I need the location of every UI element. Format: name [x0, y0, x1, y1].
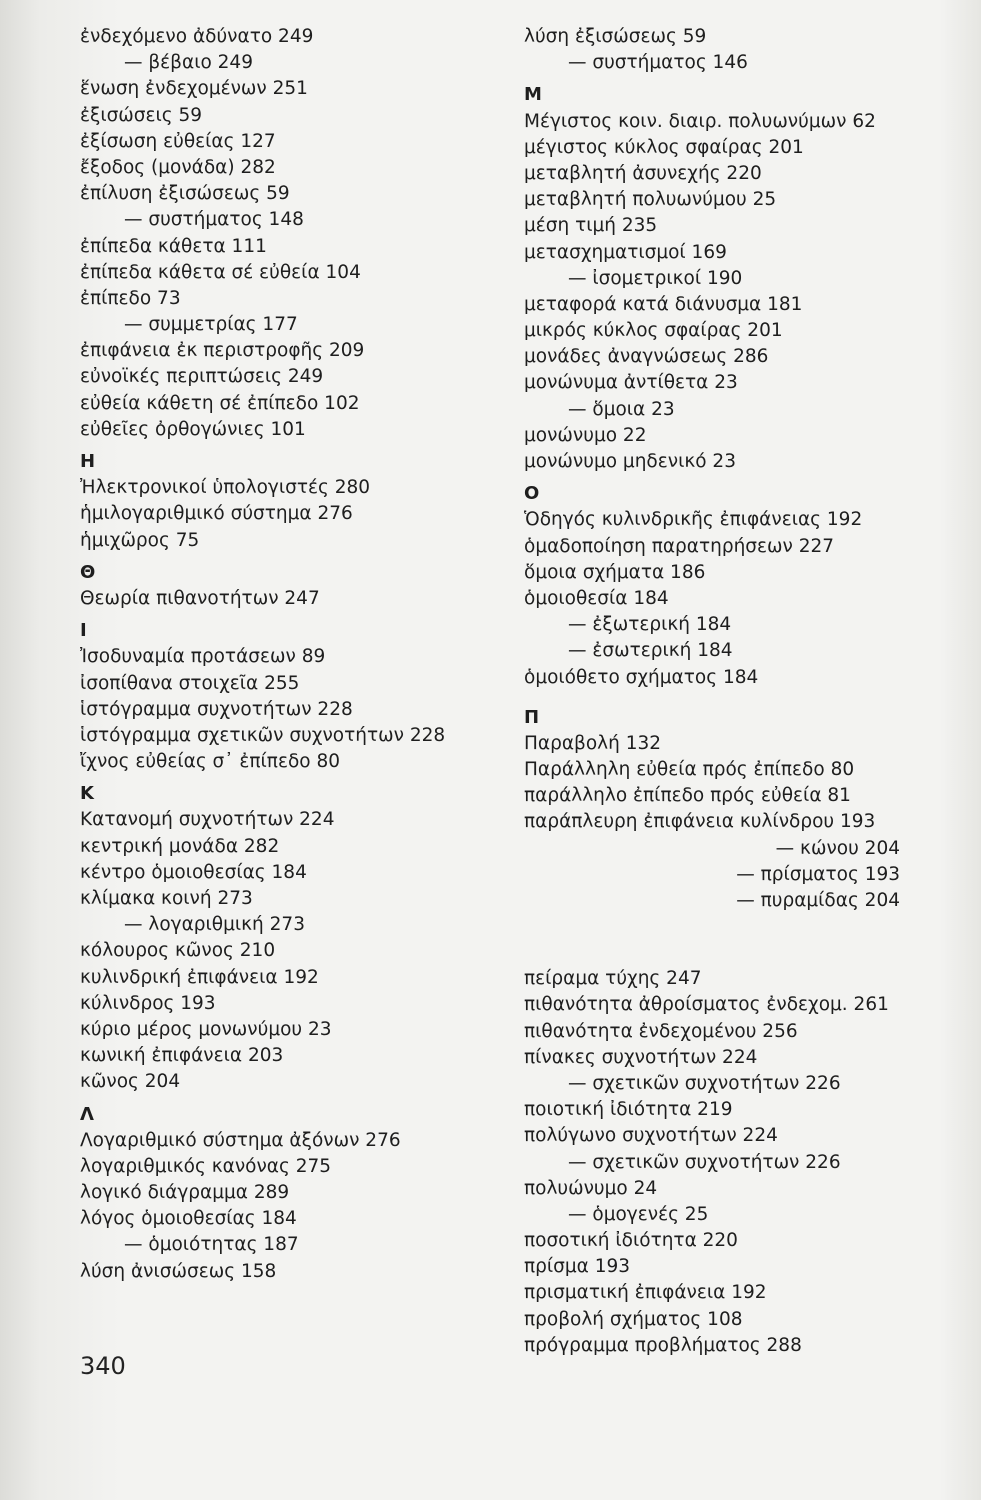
index-entry: ἡμιλογαριθμικό σύστημα 276 [80, 503, 353, 525]
index-entry: ὁμαδοποίηση παρατηρήσεων 227 [524, 535, 835, 557]
index-entry: μονώνυμο μηδενικό 23 [524, 451, 736, 472]
index-entry: πολυώνυμο 24 [524, 1177, 658, 1199]
index-entry: ἡμιχῶρος 75 [80, 529, 200, 551]
index-entry: ποσοτική ἰδιότητα 220 [524, 1230, 738, 1252]
index-subentry: — συστήματος 148 [124, 209, 304, 231]
index-subentry: — ἐσωτερική 184 [568, 640, 733, 662]
index-subentry: — ὁμογενές 25 [568, 1203, 709, 1225]
index-entry: λογικό διάγραμμα 289 [80, 1182, 290, 1204]
index-subentry: — συστήματος 146 [568, 52, 748, 74]
index-subentry: — σχετικῶν συχνοτήτων 226 [568, 1072, 841, 1094]
index-entry: μονώνυμα ἀντίθετα 23 [524, 372, 738, 394]
index-entry: μικρός κύκλος σφαίρας 201 [524, 320, 783, 342]
index-subentry: — σχετικῶν συχνοτήτων 226 [568, 1151, 841, 1173]
index-entry: πείραμα τύχης 247 [524, 968, 702, 990]
index-entry: εὐθεῖες ὀρθογώνιες 101 [80, 418, 306, 440]
index-entry: Μέγιστος κοιν. διαιρ. πολυωνύμων 62 [524, 110, 876, 132]
index-entry: λόγος ὁμοιοθεσίας 184 [80, 1208, 297, 1230]
index-entry: εὐνοϊκές περιπτώσεις 249 [80, 366, 324, 388]
index-entry: μεταβλητή ἀσυνεχής 220 [524, 162, 762, 184]
index-entry: κλίμακα κοινή 273 [80, 888, 253, 909]
index-entry: λογαριθμικός κανόνας 275 [80, 1155, 332, 1177]
index-entry: ἐπίπεδα κάθετα σέ εὐθεία 104 [80, 261, 361, 283]
index-entry: μονώνυμο 22 [524, 424, 647, 446]
index-entry: μεταβλητή πολυωνύμου 25 [524, 189, 777, 211]
index-subentry: — ὁμοιότητας 187 [124, 1234, 299, 1256]
index-entry: ὅμοια σχήματα 186 [524, 561, 706, 583]
index-entry: ἐπίπεδο 73 [80, 287, 181, 309]
index-entry: ἴχνος εὐθείας σ᾽ ἐπίπεδο 80 [80, 751, 341, 773]
section-letter: Π [524, 706, 540, 728]
index-entry: πιθανότητα ἐνδεχομένου 256 [524, 1020, 798, 1042]
index-entry: ἐξισώσεις 59 [80, 104, 203, 126]
index-entry: προβολή σχήματος 108 [524, 1308, 743, 1330]
index-column-right [524, 24, 944, 1359]
index-entry: κέντρο ὁμοιοθεσίας 184 [80, 861, 307, 883]
index-entry: κύριο μέρος μονωνύμου 23 [80, 1018, 332, 1040]
index-entry: κυλινδρική ἐπιφάνεια 192 [80, 966, 319, 988]
index-entry: ἱστόγραμμα σχετικῶν συχνοτήτων 228 [80, 724, 446, 746]
section-letter: Κ [80, 783, 94, 805]
index-entry: κύλινδρος 193 [80, 992, 216, 1014]
index-entry: μέση τιμή 235 [524, 215, 658, 237]
index-entry: ὁμοιόθετο σχήματος 184 [524, 666, 759, 688]
section-letter: Η [80, 451, 96, 472]
section-letter: Μ [524, 84, 542, 106]
index-entry: Ἠλεκτρονικοί ὑπολογιστές 280 [80, 477, 371, 499]
index-entry: λύση ἀνισώσεως 158 [80, 1260, 277, 1282]
index-entry: μέγιστος κύκλος σφαίρας 201 [524, 136, 804, 158]
index-entry: πρόγραμμα προβλήματος 288 [524, 1334, 802, 1356]
index-entry: ποιοτική ἰδιότητα 219 [524, 1099, 733, 1121]
index-entry: πρίσμα 193 [524, 1256, 631, 1278]
section-letter: Ο [524, 483, 540, 505]
index-entry: κῶνος 204 [80, 1071, 181, 1093]
spacer [524, 914, 944, 966]
index-entry: ὁμοιοθεσία 184 [524, 587, 669, 609]
index-entry: κεντρική μονάδα 282 [80, 835, 280, 857]
index-entry: ἐξίσωση εὐθείας 127 [80, 130, 276, 152]
index-entry: Παράλληλη εὐθεία πρός ἐπίπεδο 80 [524, 759, 855, 781]
index-column-left [80, 24, 480, 1285]
index-entry: μεταφορά κατά διάνυσμα 181 [524, 293, 803, 315]
index-entry: πίνακες συχνοτήτων 224 [524, 1046, 758, 1068]
index-entry: ἐνδεχόμενο ἀδύνατο 249 [80, 26, 314, 47]
spacer [524, 691, 944, 705]
index-entry: κωνική ἐπιφάνεια 203 [80, 1045, 284, 1067]
index-subentry: — κώνου 204 [775, 837, 900, 859]
index-entry: πιθανότητα ἀθροίσματος ἐνδεχομ. 261 [524, 994, 889, 1016]
index-entry: πολύγωνο συχνοτήτων 224 [524, 1125, 778, 1147]
index-subentry: — πυραμίδας 204 [736, 890, 900, 911]
index-entry: ἱστόγραμμα συχνοτήτων 228 [80, 698, 353, 720]
section-letter: Θ [80, 561, 96, 583]
index-entry: ἔξοδος (μονάδα) 282 [80, 156, 276, 178]
index-entry: Θεωρία πιθανοτήτων 247 [80, 587, 320, 609]
index-subentry: — συμμετρίας 177 [124, 314, 298, 336]
index-subentry: — ὅμοια 23 [568, 398, 675, 420]
index-entry: ἐπίπεδα κάθετα 111 [80, 235, 267, 257]
index-entry: μετασχηματισμοί 169 [524, 241, 727, 263]
section-letter: Λ [80, 1103, 94, 1125]
index-entry: Παραβολή 132 [524, 732, 662, 754]
index-entry: Ὁδηγός κυλινδρικῆς ἐπιφάνειας 192 [524, 509, 863, 531]
index-entry: Λογαριθμικό σύστημα ἀξόνων 276 [80, 1129, 401, 1151]
index-subentry: — πρίσματος 193 [736, 863, 900, 885]
page-number: 340 [80, 1352, 126, 1380]
index-entry: ἐπίλυση ἐξισώσεως 59 [80, 183, 290, 205]
index-entry: παράπλευρη ἐπιφάνεια κυλίνδρου 193 [524, 811, 876, 833]
index-entry: εὐθεία κάθετη σέ ἐπίπεδο 102 [80, 392, 360, 414]
index-subentry: — λογαριθμική 273 [124, 914, 305, 936]
index-entry: ἕνωση ἐνδεχομένων 251 [80, 78, 308, 100]
index-subentry: — ἰσομετρικοί 190 [568, 267, 743, 289]
section-letter: Ι [80, 620, 87, 642]
index-entry: λύση ἐξισώσεως 59 [524, 26, 707, 47]
index-entry: Κατανομή συχνοτήτων 224 [80, 809, 335, 831]
index-entry: ἐπιφάνεια ἐκ περιστροφῆς 209 [80, 340, 365, 362]
index-entry: Ἰσοδυναμία προτάσεων 89 [80, 646, 326, 668]
index-entry: μονάδες ἀναγνώσεως 286 [524, 346, 769, 368]
index-entry: ἰσοπίθανα στοιχεῖα 255 [80, 672, 300, 694]
index-subentry: — ἐξωτερική 184 [568, 614, 732, 636]
index-entry: κόλουρος κῶνος 210 [80, 940, 276, 962]
index-entry: παράλληλο ἐπίπεδο πρός εὐθεία 81 [524, 785, 851, 807]
index-entry: πρισματική ἐπιφάνεια 192 [524, 1282, 767, 1304]
index-subentry: — βέβαιο 249 [124, 52, 253, 74]
